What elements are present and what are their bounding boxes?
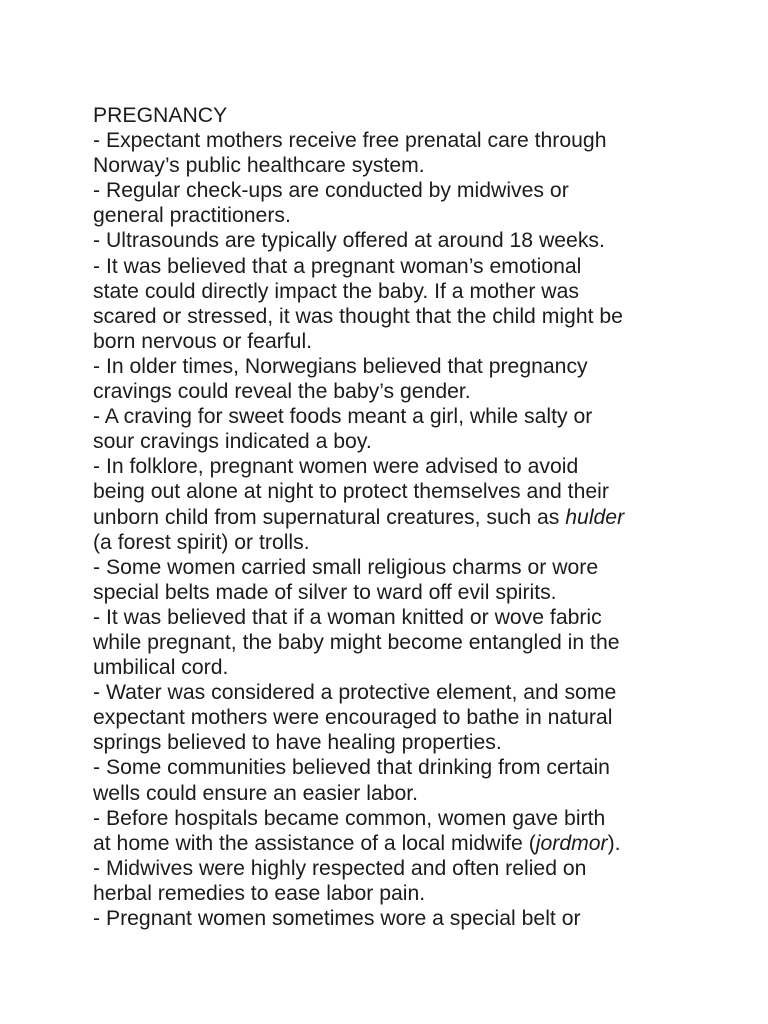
text-line: born nervous or fearful.: [93, 329, 313, 353]
text-line: - Pregnant women sometimes wore a special belt or: [93, 907, 581, 930]
text-line: - Expectant mothers receive free prenatal care through: [93, 129, 607, 153]
text-line-with-italic: [93, 831, 693, 856]
text-line: sour cravings indicated a boy.: [93, 430, 372, 454]
text-line: Norway’s public healthcare system.: [93, 154, 425, 178]
text-line: - Ultrasounds are typically offered at around 18 weeks.: [93, 229, 605, 253]
text-line: (a forest spirit) or trolls.: [93, 530, 310, 554]
italic-term: jordmor: [535, 831, 608, 855]
text-line: umbilical cord.: [93, 656, 229, 680]
text-line: springs believed to have healing properties.: [93, 731, 502, 755]
text-line: wells could ensure an easier labor.: [93, 781, 419, 805]
text-segment: unborn child from supernatural creatures, such as: [93, 505, 566, 529]
text-line: - Some communities believed that drinking from certain: [93, 756, 610, 780]
text-line: - Regular check-ups are conducted by midwives or: [93, 179, 569, 203]
text-line: - Water was considered a protective element, and some: [93, 681, 617, 705]
text-line: expectant mothers were encouraged to bathe in natural: [93, 706, 613, 730]
text-segment: ).: [607, 831, 621, 855]
text-line: - It was believed that if a woman knitted or wove fabric: [93, 605, 602, 629]
italic-term: hulder: [565, 505, 625, 529]
text-line: - Before hospitals became common, women gave birth: [93, 806, 606, 830]
text-line: - Midwives were highly respected and often relied on: [93, 856, 587, 880]
text-line: cravings could reveal the baby’s gender.: [93, 380, 471, 404]
text-line: - In folklore, pregnant women were advised to avoid: [93, 455, 579, 479]
text-line: scared or stressed, it was thought that the child might be: [93, 304, 623, 328]
text-line-with-italic: [93, 505, 693, 530]
text-segment: at home with the assistance of a local midwife (: [93, 831, 536, 855]
text-line: while pregnant, the baby might become entangled in the: [93, 630, 620, 654]
text-line: - A craving for sweet foods meant a girl, while salty or: [93, 405, 593, 429]
text-line: state could directly impact the baby. If a mother was: [93, 279, 579, 303]
text-line: - In older times, Norwegians believed that pregnancy: [93, 354, 588, 378]
text-line: general practitioners.: [93, 204, 291, 228]
document-page: [93, 103, 693, 931]
text-line: - It was believed that a pregnant woman’s emotional: [93, 254, 582, 278]
text-line: herbal remedies to ease labor pain.: [93, 881, 426, 905]
text-line: - Some women carried small religious charms or wore: [93, 555, 599, 579]
text-line: special belts made of silver to ward off evil spirits.: [93, 580, 557, 604]
text-line: being out alone at night to protect themselves and their: [93, 480, 609, 504]
section-heading: PREGNANCY: [93, 104, 228, 127]
